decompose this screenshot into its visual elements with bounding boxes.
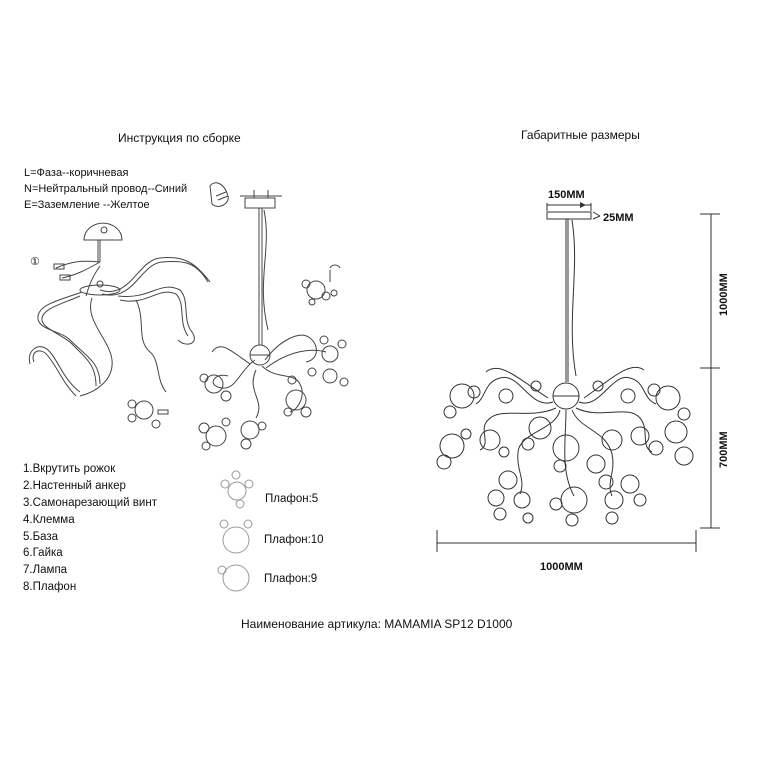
step-8: 8.Плафон <box>23 581 77 593</box>
step-6: 6.Гайка <box>23 547 63 559</box>
wiring-phase: L=Фаза--коричневая <box>24 167 129 179</box>
shade-label-1: Плафон:5 <box>265 493 319 505</box>
ceiling-plate <box>245 198 275 208</box>
shade-icon-1 <box>221 471 253 508</box>
step-3: 3.Самонарезающий винт <box>23 497 157 509</box>
step-5: 5.База <box>23 531 59 543</box>
dim-canopy-diameter: 150MM <box>548 189 585 201</box>
dim-width: 1000MM <box>540 561 583 573</box>
exploded-arms-drawing <box>29 223 210 428</box>
shade-label-3: Плафон:9 <box>264 573 318 585</box>
step-7: 7.Лампа <box>23 564 68 576</box>
shade-icon-2 <box>220 520 252 553</box>
canopy <box>547 212 591 219</box>
shade-icons <box>218 471 253 591</box>
wiring-neutral: N=Нейтральный провод--Синий <box>24 183 188 195</box>
dim-body-height: 700MM <box>718 431 730 468</box>
dimension-lines <box>437 214 720 552</box>
dimension-lamp-drawing <box>437 203 693 526</box>
wiring-earth: E=Заземление --Желтое <box>24 199 150 211</box>
step-4: 4.Клемма <box>23 514 75 526</box>
step-1: 1.Вкрутить рожок <box>23 463 116 475</box>
dimensions-heading: Габаритные размеры <box>521 128 640 142</box>
shade-icon-3 <box>218 565 249 591</box>
shade-detail <box>135 401 153 419</box>
shade-label-2: Плафон:10 <box>264 534 324 546</box>
assembled-lamp-drawing <box>199 183 348 450</box>
callout-number: ① <box>30 256 40 268</box>
assembly-heading: Инструкция по сборке <box>118 131 241 145</box>
step-2: 2.Настенный анкер <box>23 480 126 492</box>
article-name: Наименование артикула: MAMAMIA SP12 D1000 <box>241 617 513 631</box>
dim-canopy-height: 25MM <box>603 212 634 224</box>
canopy-dome <box>84 223 122 240</box>
dim-suspension-height: 1000MM <box>718 273 730 316</box>
